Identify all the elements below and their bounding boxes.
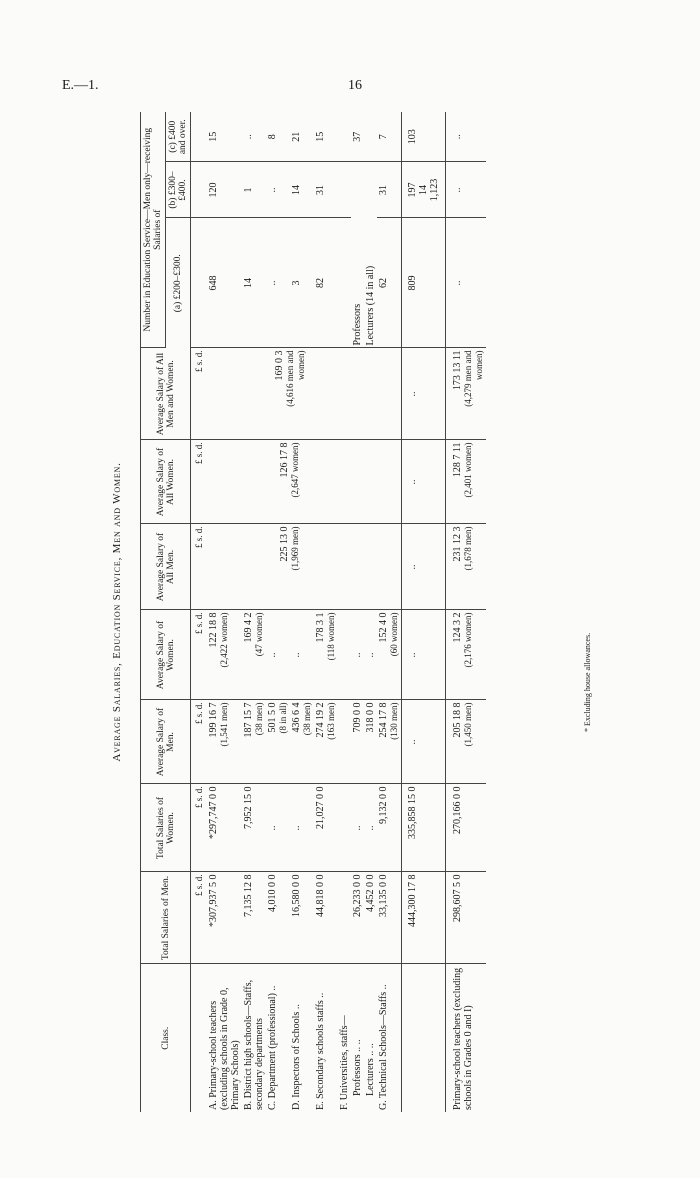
- cell-note: (2,401 women): [463, 442, 473, 498]
- col-class: Class.: [141, 964, 191, 1112]
- table-row: [242, 112, 266, 1112]
- cell: 7,135 12 8: [242, 872, 266, 964]
- cell: ..: [364, 784, 377, 872]
- cell: 274 19 2: [315, 702, 326, 738]
- cell: 14: [242, 218, 266, 348]
- cell: 14: [290, 162, 314, 218]
- unit-label: £ s. d.: [191, 872, 208, 964]
- cell: 15: [314, 112, 338, 162]
- totals-row: 444,300 17 8 335,858 15 0 .. .. .. .. .. 809 197 14 1,123 103: [402, 112, 446, 1112]
- cell: 178 3 1: [315, 612, 326, 643]
- col-number-group: Number in Education Service—Men only—receiving Salaries of: [141, 112, 166, 348]
- cell: 31: [314, 162, 338, 218]
- cell: 128 7 11: [452, 442, 463, 478]
- cell: 21,027 0 0: [314, 784, 338, 872]
- cell: 169 0 3: [273, 350, 285, 381]
- cell: ..: [266, 162, 290, 218]
- cell-note: (38 men): [254, 702, 264, 736]
- cell: 14: [418, 185, 429, 195]
- cell: ..: [290, 610, 314, 700]
- cell: 298,607 5 0: [446, 872, 487, 964]
- cell: 15: [207, 112, 242, 162]
- cell-note: (2,647 women): [290, 442, 300, 498]
- units-row: [191, 112, 208, 1112]
- cell: 8: [266, 112, 290, 162]
- cell-note: (118 women): [326, 612, 336, 661]
- cell: 648: [207, 218, 242, 348]
- table-row: [290, 112, 314, 1112]
- table-row: [377, 112, 402, 1112]
- cell: 1: [242, 162, 266, 218]
- cell: 26,233 0 0: [351, 872, 364, 964]
- cell: 173 13 11: [452, 350, 463, 391]
- table-row: [314, 112, 338, 1112]
- cell-note: (163 men): [326, 702, 336, 740]
- row-label: B. District high schools—Staffs, secondary departments: [243, 979, 265, 1110]
- cell: 3: [290, 218, 314, 348]
- cell: 444,300 17 8: [402, 872, 446, 964]
- cell: 33,135 0 0: [377, 872, 402, 964]
- row-label: G. Technical Schools—Staffs ..: [378, 984, 389, 1110]
- cell: 16,580 0 0: [290, 872, 314, 964]
- cell: 103: [402, 112, 446, 162]
- cell: 231 12 3: [452, 526, 463, 562]
- cell: 120: [207, 162, 242, 218]
- rotated-table-block: [112, 112, 602, 1112]
- cell: 44,818 0 0: [314, 872, 338, 964]
- running-head: E.—1.: [62, 78, 99, 93]
- cell: ..: [290, 784, 314, 872]
- cell: 82: [314, 218, 338, 348]
- cell: 436 6 4: [291, 702, 302, 733]
- row-label: D. Inspectors of Schools ..: [291, 1004, 302, 1110]
- cell-note: (4,279 men and women): [463, 350, 484, 407]
- row-label: Professors .. ..: [352, 1039, 363, 1096]
- cell: 809: [402, 218, 446, 348]
- col-avg-women: Average Salary of Women.: [141, 610, 191, 700]
- table-title: Average Salaries, Education Service, Men and Women.: [111, 462, 123, 762]
- col-total-women: Total Salaries of Women.: [141, 784, 191, 872]
- row-label: A. Primary-school teachers (excluding schools in Grade 0, Primary Schools): [208, 987, 241, 1110]
- cell: 126 17 8: [279, 442, 290, 478]
- cell: 31: [377, 162, 402, 218]
- col-avg-all-men: Average Salary of All Men.: [141, 524, 191, 610]
- table-row: [338, 112, 351, 1112]
- grand-total: 1,123: [429, 178, 440, 202]
- unit-label: £ s. d.: [191, 524, 208, 610]
- cell: 21: [290, 112, 314, 162]
- footnote: * Excluding house allowances.: [583, 632, 592, 732]
- page-number: 16: [348, 78, 362, 93]
- cell-note: (47 women): [254, 612, 264, 657]
- cell: 7: [377, 112, 402, 162]
- cell: ..: [351, 784, 364, 872]
- cell-note: (130 men): [389, 702, 399, 740]
- row-label: C. Department (professional) ..: [267, 985, 278, 1110]
- cell: Lecturers (14 in all): [364, 162, 377, 348]
- cell: 205 18 8: [452, 702, 463, 738]
- cell-note: (1,450 men): [463, 702, 473, 747]
- cell: 4,010 0 0: [266, 872, 290, 964]
- cell-note: (2,176 women): [463, 612, 473, 668]
- cell: 197: [407, 182, 418, 198]
- unit-label: £ s. d.: [191, 440, 208, 524]
- cell: ..: [242, 112, 266, 162]
- unit-label: £ s. d.: [191, 700, 208, 784]
- cell: 270,166 0 0: [446, 784, 487, 872]
- cell: 254 17 8: [378, 702, 389, 738]
- cell: 709 0 0: [351, 700, 364, 784]
- cell: 62: [377, 218, 402, 348]
- salary-table: [140, 112, 486, 1112]
- col-total-men: Total Salaries of Men.: [141, 872, 191, 964]
- cell: 187 15 7: [243, 702, 254, 738]
- cell: 9,132 0 0: [377, 784, 402, 872]
- table-row: [207, 112, 242, 1112]
- col-num-a: (a) £200–£300.: [166, 218, 191, 348]
- cell-note: (60 women): [389, 612, 399, 657]
- cell-note: (1,541 men): [219, 702, 229, 747]
- cell: 199 16 7: [208, 702, 219, 738]
- col-avg-all-women: Average Salary of All Women.: [141, 440, 191, 524]
- cell-note: (38 men): [302, 702, 312, 736]
- cell: 37: [351, 112, 364, 162]
- table-row: [266, 112, 290, 1112]
- col-num-c: (c) £400 and over.: [166, 112, 191, 162]
- col-avg-all: Average Salary of All Men and Women.: [141, 348, 191, 440]
- header-row: [141, 112, 166, 1112]
- cell: ..: [266, 218, 290, 348]
- cell-note: (1,969 men): [290, 526, 300, 571]
- cell-note: (2,422 women): [219, 612, 229, 668]
- cell: 4,452 0 0: [364, 872, 377, 964]
- row-label: Lecturers .. ..: [365, 1043, 376, 1096]
- cell-note: (4,616 men and women): [284, 350, 306, 407]
- cell: 335,858 15 0: [402, 784, 446, 872]
- col-avg-men: Average Salary of Men.: [141, 700, 191, 784]
- cell-note: (1,678 men): [463, 526, 473, 571]
- cell: 7,952 15 0: [242, 784, 266, 872]
- cell-note: (8 in all): [278, 702, 288, 734]
- cell: *297,747 0 0: [207, 784, 242, 872]
- unit-label: £ s. d.: [191, 610, 208, 700]
- cell: 124 3 2: [452, 612, 463, 643]
- table-row: Primary-school teachers (excluding schools in Grades 0 and I) 298,607 5 0 270,166 0 0 205 18 8 (1,450 men) 124 3 2 (2,176 women) 231 12 3 (1,678 men) 128 7 11 (2,401 women) 173 13 11 (4,279 men and women) .. .. ..: [446, 112, 487, 1112]
- unit-label: £ s. d.: [191, 784, 208, 872]
- cell: 501 5 0: [267, 702, 278, 733]
- table-row: [364, 112, 377, 1112]
- cell: 152 4 0: [378, 612, 389, 643]
- cell: Professors: [351, 162, 364, 348]
- table-row: [351, 112, 364, 1112]
- row-label: F. Universities, staffs—: [339, 1015, 350, 1110]
- unit-label: £ s. d.: [191, 348, 208, 440]
- cell: ..: [351, 610, 364, 700]
- cell: 318 0 0: [364, 700, 377, 784]
- row-label: E. Secondary schools staffs ..: [315, 992, 326, 1110]
- col-num-b: (b) £300–£400.: [166, 162, 191, 218]
- cell: 122 18 8: [208, 612, 219, 648]
- cell: *307,937 5 0: [207, 872, 242, 964]
- cell: ..: [266, 784, 290, 872]
- cell: 225 13 0: [279, 526, 290, 562]
- cell: ..: [266, 610, 290, 700]
- row-label: Primary-school teachers (excluding schools in Grades 0 and I): [446, 964, 487, 1112]
- cell: ..: [364, 610, 377, 700]
- cell: 169 4 2: [243, 612, 254, 643]
